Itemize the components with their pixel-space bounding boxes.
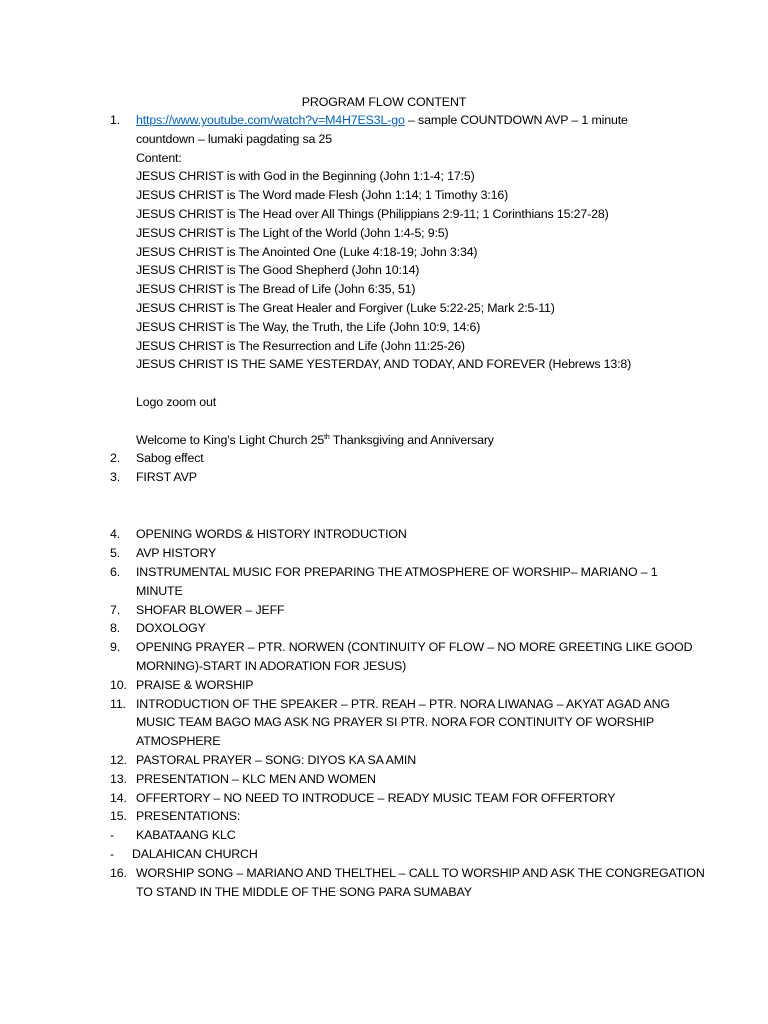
item-text: MUSIC TEAM BAGO MAG ASK NG PRAYER SI PTR. NORA FOR CONTINUITY OF WORSHIP — [136, 715, 654, 730]
list-item-16 — [110, 864, 705, 902]
list-item-11 — [110, 695, 700, 751]
sub-item-dash: - — [110, 828, 114, 843]
blank-lines — [136, 487, 700, 526]
item-number: 7. — [110, 602, 121, 617]
welcome-text-end: Thanksgiving and Anniversary — [329, 432, 494, 447]
list-item-2 — [110, 449, 700, 468]
list-item-15 — [110, 807, 700, 863]
item-text: AVP HISTORY — [136, 546, 217, 561]
item-number: 11. — [110, 696, 126, 711]
sub-item — [110, 845, 700, 864]
blank-line — [136, 412, 700, 431]
item-text: PASTORAL PRAYER – SONG: DIYOS KA SA AMIN — [136, 753, 416, 767]
content-line: JESUS CHRIST is The Light of the World (John 1:4-5; 9:5) — [136, 225, 449, 240]
welcome-line — [136, 431, 700, 450]
content-line: JESUS CHRIST is The Anointed One (Luke 4:18-19; John 3:34) — [136, 244, 478, 259]
list-item-13 — [110, 770, 700, 789]
content-line: JESUS CHRIST is The Word made Flesh (John 1:14; 1 Timothy 3:16) — [136, 188, 509, 203]
item-text: PRESENTATIONS: — [136, 809, 241, 824]
item-number: 10. — [110, 677, 127, 692]
welcome-superscript: th — [324, 433, 330, 441]
content-label: Content: — [136, 150, 182, 165]
list-item-7 — [110, 601, 700, 620]
list-item-9 — [110, 638, 700, 676]
logo-line: Logo zoom out — [136, 394, 217, 409]
youtube-link[interactable]: https://www.youtube.com/watch?v=M4H7ES3L-go — [136, 113, 405, 127]
welcome-text: Welcome to King’s Light Church 25 — [136, 432, 325, 447]
item-number: 6. — [110, 565, 121, 580]
item-number: 16. — [110, 865, 127, 880]
item-text: INSTRUMENTAL MUSIC FOR PREPARING THE ATMOSPHERE OF WORSHIP– MARIANO – 1 — [136, 565, 658, 580]
program-flow-list — [110, 111, 705, 901]
item-number: 15. — [110, 809, 127, 824]
item-text: MINUTE — [136, 583, 183, 598]
content-line: JESUS CHRIST is The Way, the Truth, the Life (John 10:9, 14:6) — [136, 319, 481, 334]
list-item-8 — [110, 619, 700, 638]
sub-item-text: KABATAANG KLC — [136, 828, 236, 843]
item-text: OPENING PRAYER – PTR. NORWEN (CONTINUITY OF FLOW – NO MORE GREETING LIKE GOOD — [136, 640, 693, 655]
item-number: 3. — [110, 470, 121, 485]
item-text: FIRST AVP — [136, 470, 197, 485]
item-text: PRESENTATION – KLC MEN AND WOMEN — [136, 771, 376, 786]
list-item-10 — [110, 676, 700, 695]
list-item-6 — [110, 563, 700, 601]
list-item-3 — [110, 468, 700, 525]
item-text: MORNING)-START IN ADORATION FOR JESUS) — [136, 659, 407, 674]
content-line: JESUS CHRIST is The Resurrection and Life (John 11:25-26) — [136, 338, 465, 353]
item-number: 14. — [110, 790, 127, 805]
sub-item-dash: - — [110, 846, 114, 861]
item-text: TO STAND IN THE MIDDLE OF THE SONG PARA SUMABAY — [136, 884, 472, 899]
item-text: PRAISE & WORSHIP — [136, 677, 254, 692]
item-number: 5. — [110, 546, 121, 561]
item-text: SHOFAR BLOWER – JEFF — [136, 602, 285, 617]
item-1-line-2: countdown – lumaki pagdating sa 25 — [136, 131, 333, 146]
item-number: 12. — [110, 753, 127, 767]
content-line: JESUS CHRIST is with God in the Beginning (John 1:1-4; 17:5) — [136, 169, 475, 184]
item-1-description: – sample COUNTDOWN AVP – 1 minute — [404, 113, 628, 127]
item-number: 9. — [110, 640, 121, 655]
sub-item — [110, 826, 700, 845]
document-title: PROGRAM FLOW CONTENT — [301, 95, 467, 109]
list-item-4 — [110, 525, 700, 544]
item-number: 1. — [110, 113, 121, 127]
item-number: 13. — [110, 771, 127, 786]
item-text: INTRODUCTION OF THE SPEAKER – PTR. REAH – PTR. NORA LIWANAG – AKYAT AGAD ANG — [136, 696, 670, 711]
item-text: ATMOSPHERE — [136, 734, 221, 749]
content-line: JESUS CHRIST is The Good Shepherd (John 10:14) — [136, 263, 420, 278]
item-text: Sabog effect — [136, 451, 204, 466]
item-text: OPENING WORDS & HISTORY INTRODUCTION — [136, 527, 407, 542]
list-item-5 — [110, 544, 700, 563]
item-number: 8. — [110, 621, 121, 636]
blank-line — [136, 374, 700, 393]
content-line: JESUS CHRIST is The Bread of Life (John 6:35, 51) — [136, 282, 416, 297]
content-line: JESUS CHRIST IS THE SAME YESTERDAY, AND TODAY, AND FOREVER (Hebrews 13:8) — [136, 357, 632, 372]
content-line: JESUS CHRIST is The Great Healer and Forgiver (Luke 5:22-25; Mark 2:5-11) — [136, 300, 555, 315]
item-text: DOXOLOGY — [136, 621, 206, 636]
list-item-12 — [110, 751, 700, 770]
sub-item-text: DALAHICAN CHURCH — [132, 846, 258, 861]
item-number: 4. — [110, 527, 121, 542]
list-item-1 — [110, 111, 700, 449]
content-line: JESUS CHRIST is The Head over All Things (Philippians 2:9-11; 1 Corinthians 15:27-28) — [136, 206, 609, 221]
item-1-line-1 — [136, 111, 700, 130]
list-item-14 — [110, 789, 700, 808]
item-number: 2. — [110, 451, 121, 466]
item-text: WORSHIP SONG – MARIANO AND THELTHEL – CALL TO WORSHIP AND ASK THE CONGREGATION — [136, 865, 705, 880]
item-text: OFFERTORY – NO NEED TO INTRODUCE – READY MUSIC TEAM FOR OFFERTORY — [136, 790, 616, 805]
